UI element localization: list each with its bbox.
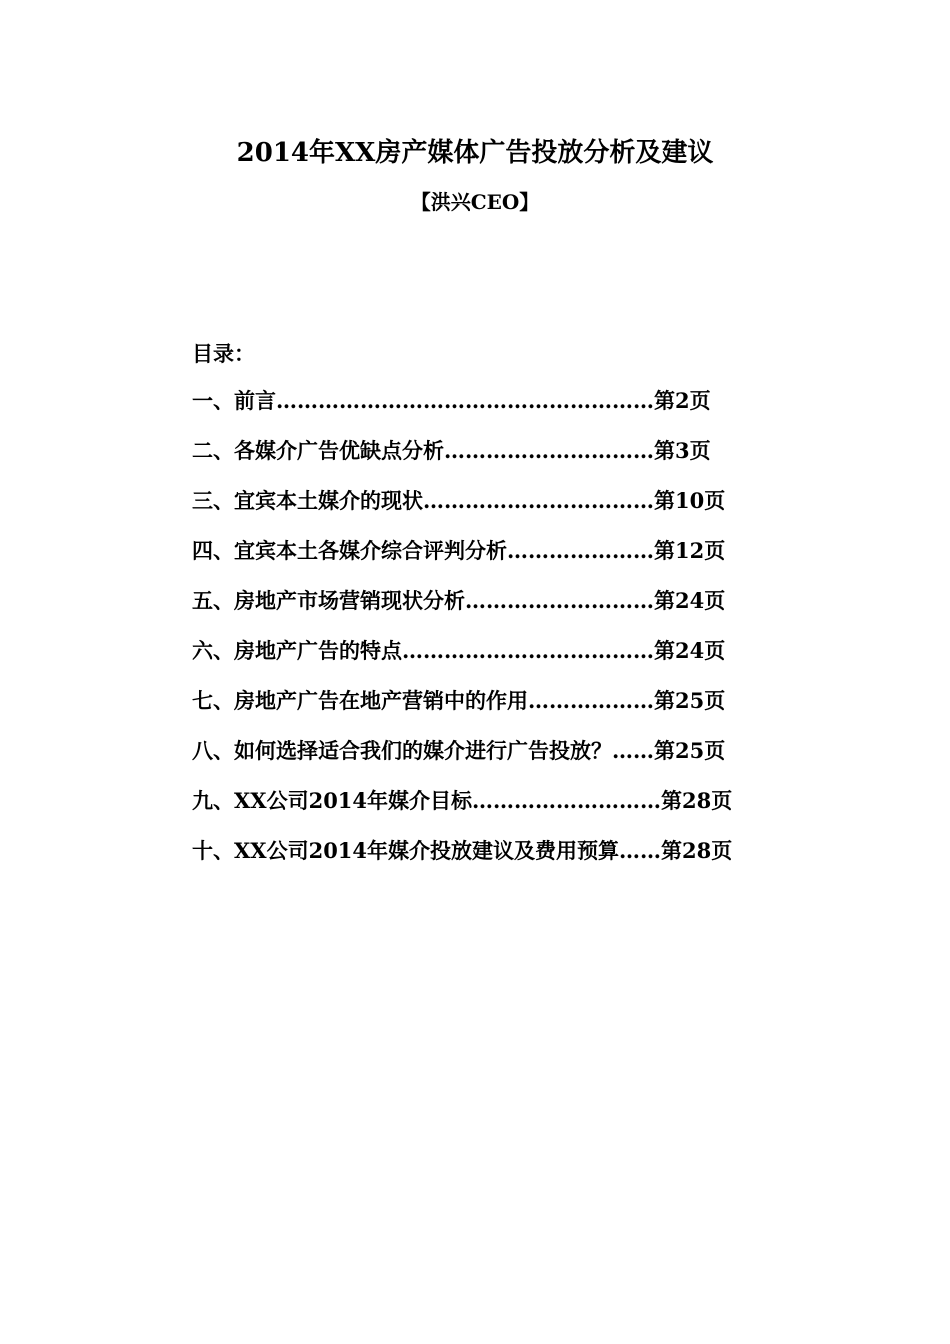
toc-item [192, 783, 832, 833]
toc-item [192, 633, 832, 683]
toc-item [192, 533, 832, 583]
toc-item [192, 483, 832, 533]
toc-item-text: 六、房地产广告的特点………………………………第24页 [192, 638, 726, 663]
toc-item [192, 433, 832, 483]
toc-item [192, 583, 832, 633]
toc-item-text: 三、宜宾本土媒介的现状……………………………第10页 [192, 488, 726, 513]
toc-item [192, 833, 832, 883]
document-title: 2014年XX房产媒体广告投放分析及建议 [236, 138, 714, 168]
table-of-contents [192, 383, 832, 883]
toc-item [192, 383, 832, 433]
toc-item-text: 四、宜宾本土各媒介综合评判分析…………………第12页 [192, 538, 726, 563]
toc-heading: 目录： [192, 341, 255, 366]
toc-item-text: 十、XX公司2014年媒介投放建议及费用预算……第28页 [192, 838, 733, 863]
toc-item-text: 七、房地产广告在地产营销中的作用………………第25页 [192, 688, 726, 713]
toc-item-text: 八、如何选择适合我们的媒介进行广告投放？……第25页 [192, 738, 726, 763]
toc-item-text: 二、各媒介广告优缺点分析…………………………第3页 [192, 438, 711, 463]
toc-item-text: 九、XX公司2014年媒介目标………………………第28页 [192, 788, 733, 813]
document-subtitle: 【洪兴CEO】 [410, 190, 540, 214]
toc-item-text: 一、前言………………………………………………第2页 [192, 388, 711, 413]
toc-item [192, 733, 832, 783]
toc-item [192, 683, 832, 733]
toc-item-text: 五、房地产市场营销现状分析………………………第24页 [192, 588, 726, 613]
